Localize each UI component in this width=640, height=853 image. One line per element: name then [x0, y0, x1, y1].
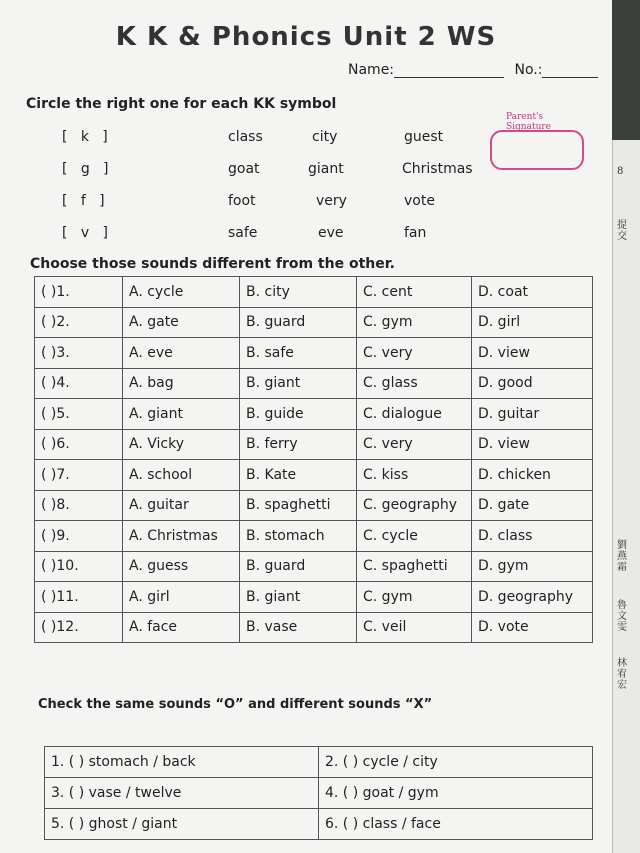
kk-word[interactable]: giant: [308, 161, 344, 177]
option-cell: C. gym: [357, 307, 472, 338]
table-row: [35, 490, 593, 521]
option-cell: A. bag: [123, 368, 240, 399]
option-cell: A. girl: [123, 582, 240, 613]
option-cell: D. vote: [472, 612, 593, 643]
option-cell: B. spaghetti: [240, 490, 357, 521]
kk-word[interactable]: guest: [404, 129, 444, 145]
table-row: [35, 460, 593, 491]
option-cell: D. chicken: [472, 460, 593, 491]
check-item[interactable]: 4. ( ) goat / gym: [319, 778, 593, 809]
check-item[interactable]: 1. ( ) stomach / back: [45, 747, 319, 778]
kk-word[interactable]: goat: [228, 161, 260, 177]
answer-cell[interactable]: ( )1.: [35, 277, 123, 308]
check-table: [44, 746, 593, 840]
number-blank[interactable]: [542, 63, 598, 78]
option-cell: A. gate: [123, 307, 240, 338]
kk-word[interactable]: vote: [404, 193, 435, 209]
answer-cell[interactable]: ( )4.: [35, 368, 123, 399]
side-text: 魯文雯: [617, 600, 627, 633]
option-cell: C. geography: [357, 490, 472, 521]
option-cell: C. very: [357, 429, 472, 460]
option-cell: B. guide: [240, 399, 357, 430]
check-item[interactable]: 3. ( ) vase / twelve: [45, 778, 319, 809]
kk-word[interactable]: city: [312, 129, 338, 145]
answer-cell[interactable]: ( )5.: [35, 399, 123, 430]
option-cell: A. giant: [123, 399, 240, 430]
kk-symbol: [ g ]: [62, 161, 109, 177]
signature-box[interactable]: [490, 130, 584, 170]
side-text: 8: [617, 166, 624, 177]
table-row: [35, 429, 593, 460]
section1-heading: Circle the right one for each KK symbol: [26, 96, 337, 112]
side-text: 提交: [617, 220, 627, 242]
section3-heading: Check the same sounds “O” and different sounds “X”: [38, 697, 433, 712]
answer-cell[interactable]: ( )9.: [35, 521, 123, 552]
option-cell: D. gym: [472, 551, 593, 582]
kk-symbol: [ k ]: [62, 129, 108, 145]
table-row: [35, 338, 593, 369]
answer-cell[interactable]: ( )3.: [35, 338, 123, 369]
name-blank[interactable]: [394, 63, 504, 78]
option-cell: B. city: [240, 277, 357, 308]
option-cell: B. stomach: [240, 521, 357, 552]
kk-word[interactable]: class: [228, 129, 263, 145]
table-row: [35, 582, 593, 613]
table-row: [35, 277, 593, 308]
option-cell: D. guitar: [472, 399, 593, 430]
name-label: Name:: [348, 62, 395, 78]
option-cell: C. cycle: [357, 521, 472, 552]
table-row: [45, 778, 593, 809]
answer-cell[interactable]: ( )7.: [35, 460, 123, 491]
answer-cell[interactable]: ( )11.: [35, 582, 123, 613]
option-cell: A. Christmas: [123, 521, 240, 552]
kk-word[interactable]: very: [316, 193, 347, 209]
option-cell: A. eve: [123, 338, 240, 369]
side-text: 林宥宏: [617, 658, 627, 691]
option-cell: B. vase: [240, 612, 357, 643]
name-number-bar: [348, 62, 604, 78]
kk-word[interactable]: fan: [404, 225, 427, 241]
kk-word[interactable]: eve: [318, 225, 344, 241]
side-text: 劉燕霜: [617, 540, 627, 573]
option-cell: C. spaghetti: [357, 551, 472, 582]
option-cell: C. dialogue: [357, 399, 472, 430]
section2-heading: Choose those sounds different from the other.: [30, 256, 395, 272]
option-cell: B. Kate: [240, 460, 357, 491]
stamp-label: Parent's Signature: [506, 112, 552, 132]
table-row: [35, 612, 593, 643]
kk-symbol: [ f ]: [62, 193, 105, 209]
option-cell: B. guard: [240, 551, 357, 582]
kk-word[interactable]: safe: [228, 225, 258, 241]
option-cell: A. cycle: [123, 277, 240, 308]
option-cell: B. giant: [240, 368, 357, 399]
sounds-table: [34, 276, 593, 643]
kk-word[interactable]: foot: [228, 193, 256, 209]
check-item[interactable]: 6. ( ) class / face: [319, 809, 593, 840]
option-cell: B. giant: [240, 582, 357, 613]
option-cell: D. class: [472, 521, 593, 552]
option-cell: A. face: [123, 612, 240, 643]
answer-cell[interactable]: ( )6.: [35, 429, 123, 460]
kk-word[interactable]: Christmas: [402, 161, 473, 177]
table-row: [35, 307, 593, 338]
option-cell: D. gate: [472, 490, 593, 521]
option-cell: D. view: [472, 429, 593, 460]
option-cell: C. cent: [357, 277, 472, 308]
option-cell: D. view: [472, 338, 593, 369]
adjacent-sheet: [612, 140, 640, 853]
table-row: [35, 551, 593, 582]
option-cell: A. school: [123, 460, 240, 491]
table-row: [45, 747, 593, 778]
option-cell: B. safe: [240, 338, 357, 369]
option-cell: C. gym: [357, 582, 472, 613]
number-label: No.:: [514, 62, 543, 78]
option-cell: D. girl: [472, 307, 593, 338]
option-cell: C. very: [357, 338, 472, 369]
option-cell: D. good: [472, 368, 593, 399]
answer-cell[interactable]: ( )8.: [35, 490, 123, 521]
option-cell: A. Vicky: [123, 429, 240, 460]
option-cell: D. geography: [472, 582, 593, 613]
table-row: [45, 809, 593, 840]
option-cell: A. guess: [123, 551, 240, 582]
table-row: [35, 399, 593, 430]
option-cell: C. kiss: [357, 460, 472, 491]
check-item[interactable]: 5. ( ) ghost / giant: [45, 809, 319, 840]
check-item[interactable]: 2. ( ) cycle / city: [319, 747, 593, 778]
option-cell: B. guard: [240, 307, 357, 338]
answer-cell[interactable]: ( )10.: [35, 551, 123, 582]
answer-cell[interactable]: ( )12.: [35, 612, 123, 643]
option-cell: D. coat: [472, 277, 593, 308]
kk-symbol: [ v ]: [62, 225, 108, 241]
parent-signature-stamp[interactable]: [488, 112, 584, 170]
table-row: [35, 521, 593, 552]
option-cell: C. veil: [357, 612, 472, 643]
option-cell: A. guitar: [123, 490, 240, 521]
option-cell: C. glass: [357, 368, 472, 399]
answer-cell[interactable]: ( )2.: [35, 307, 123, 338]
page-title: K K & Phonics Unit 2 WS: [115, 22, 497, 52]
table-row: [35, 368, 593, 399]
option-cell: B. ferry: [240, 429, 357, 460]
